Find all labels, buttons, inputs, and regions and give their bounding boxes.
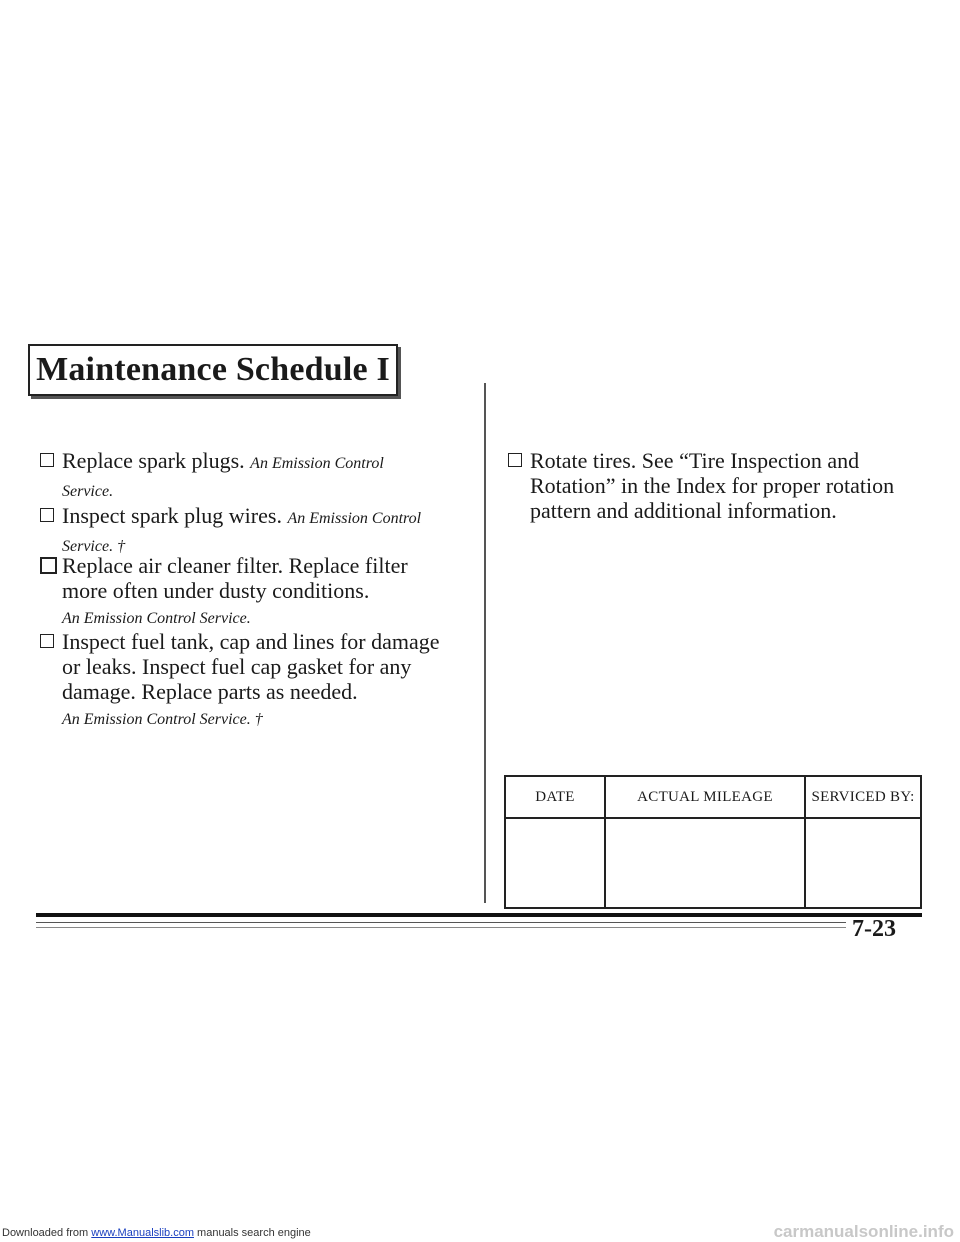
date-cell[interactable] — [505, 818, 605, 908]
footer-rule — [36, 913, 922, 917]
item-note-cont: Service. — [62, 483, 114, 500]
item-text-line2: more often under dusty conditions. — [62, 578, 370, 603]
table-header-row — [505, 776, 921, 818]
checkbox-icon[interactable] — [40, 634, 54, 648]
footer-link[interactable]: www.Manualslib.com — [91, 1227, 194, 1239]
service-record-table — [504, 775, 922, 909]
col-actual-mileage: ACTUAL MILEAGE — [605, 776, 805, 818]
section-title-box — [28, 344, 398, 396]
item-text-line1: Replace air cleaner filter. Replace filter — [62, 553, 408, 578]
col-serviced-by: SERVICED BY: — [805, 776, 921, 818]
item-note: An Emission Control — [250, 455, 384, 472]
footer-suffix: manuals search engine — [193, 1227, 311, 1239]
item-note: An Emission Control Service. † — [62, 711, 263, 728]
item-text-line1: Inspect fuel tank, cap and lines for damage — [62, 629, 440, 654]
item-text-line3: damage. Replace parts as needed. — [62, 679, 358, 704]
footer-rule-thin — [36, 922, 846, 923]
item-text-line1: Rotate tires. See “Tire Inspection and — [530, 448, 860, 473]
watermark: carmanualsonline.info — [773, 1222, 954, 1241]
item-text-line2: Rotation” in the Index for proper rotation — [530, 473, 895, 498]
page-title: Maintenance Schedule I — [36, 351, 390, 388]
table-row — [505, 818, 921, 908]
item-note: An Emission Control Service. — [62, 610, 251, 627]
item-text: Replace spark plugs. — [62, 448, 245, 473]
checkbox-icon[interactable] — [508, 453, 522, 467]
page-number: 7-23 — [852, 916, 896, 942]
footer-rule-thin-2 — [36, 927, 846, 928]
mileage-cell[interactable] — [605, 818, 805, 908]
item-text-line2: or leaks. Inspect fuel cap gasket for any — [62, 654, 412, 679]
footer-prefix: Downloaded from — [2, 1227, 92, 1239]
serviced-by-cell[interactable] — [805, 818, 921, 908]
item-note-cont: Service. † — [62, 538, 126, 555]
item-text-line3: pattern and additional information. — [530, 498, 837, 523]
checkbox-icon[interactable] — [40, 557, 57, 574]
checkbox-icon[interactable] — [40, 453, 54, 467]
item-note: An Emission Control — [287, 510, 422, 527]
item-text: Inspect spark plug wires. — [62, 503, 282, 528]
col-date: DATE — [505, 776, 605, 818]
column-divider — [484, 383, 486, 903]
checkbox-icon[interactable] — [40, 508, 54, 522]
download-footer — [2, 1227, 311, 1239]
